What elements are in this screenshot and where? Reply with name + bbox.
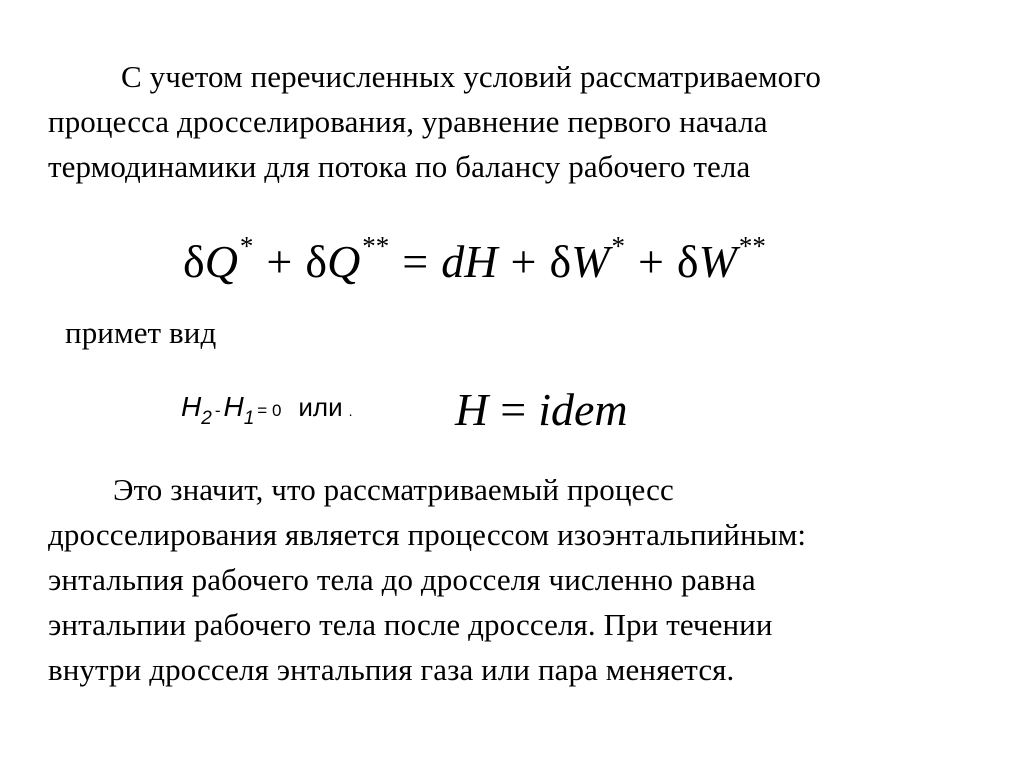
equals-sign: = <box>500 384 527 435</box>
or-word: или <box>298 392 343 422</box>
paragraph-1-line-2: процесса дросселирования, уравнение первого начала <box>48 104 768 139</box>
subscript-2: 2 <box>201 408 212 429</box>
dot: . <box>348 403 353 419</box>
paragraph-3-line-4: энтальпии рабочего тела после дросселя. При течении <box>48 607 773 642</box>
paragraph-1-line-1: С учетом перечисленных условий рассматриваемого <box>121 59 821 94</box>
double-star-superscript: ** <box>738 230 766 261</box>
first-law-equation <box>183 232 766 292</box>
work-symbol: W <box>571 236 610 287</box>
enthalpy-symbol: H <box>223 391 244 422</box>
delta-symbol: δ <box>676 236 699 287</box>
work-symbol: W <box>698 236 737 287</box>
paragraph-2: примет вид <box>65 315 217 350</box>
heat-symbol: Q <box>327 236 361 287</box>
delta-symbol: δ <box>549 236 572 287</box>
paragraph-3-line-2: дросселирования является процессом изоэнтальпийным: <box>48 517 807 552</box>
plus-sign: + <box>637 236 664 287</box>
idem-word: idem <box>538 384 628 435</box>
paragraph-3-line-3: энтальпия рабочего тела до дросселя численно равна <box>48 562 756 597</box>
delta-symbol: δ <box>183 236 205 287</box>
plus-sign: + <box>510 236 537 287</box>
double-star-superscript: ** <box>362 230 390 261</box>
star-superscript: * <box>239 230 254 261</box>
paragraph-1-line-3: термодинамики для потока по балансу рабочего тела <box>48 149 751 184</box>
heat-symbol: Q <box>204 236 238 287</box>
minus-sign: - <box>214 401 221 420</box>
paragraph-3-line-1: Это значит, что рассматриваемый процесс <box>113 472 674 507</box>
paragraph-3-line-5: внутри дросселя энтальпия газа или пара меняется. <box>48 652 735 687</box>
equals-zero: = 0 <box>257 401 282 420</box>
delta-symbol: δ <box>305 236 328 287</box>
enthalpy-constant-equation <box>455 380 628 440</box>
subscript-1: 1 <box>243 408 255 429</box>
enthalpy-symbol: H <box>455 384 489 435</box>
enthalpy-differential: dH <box>441 236 498 287</box>
enthalpy-symbol: H <box>181 391 202 422</box>
enthalpy-difference-equation <box>181 389 353 429</box>
star-superscript: * <box>611 230 625 261</box>
plus-sign: + <box>266 236 293 287</box>
equals-sign: = <box>402 236 429 287</box>
